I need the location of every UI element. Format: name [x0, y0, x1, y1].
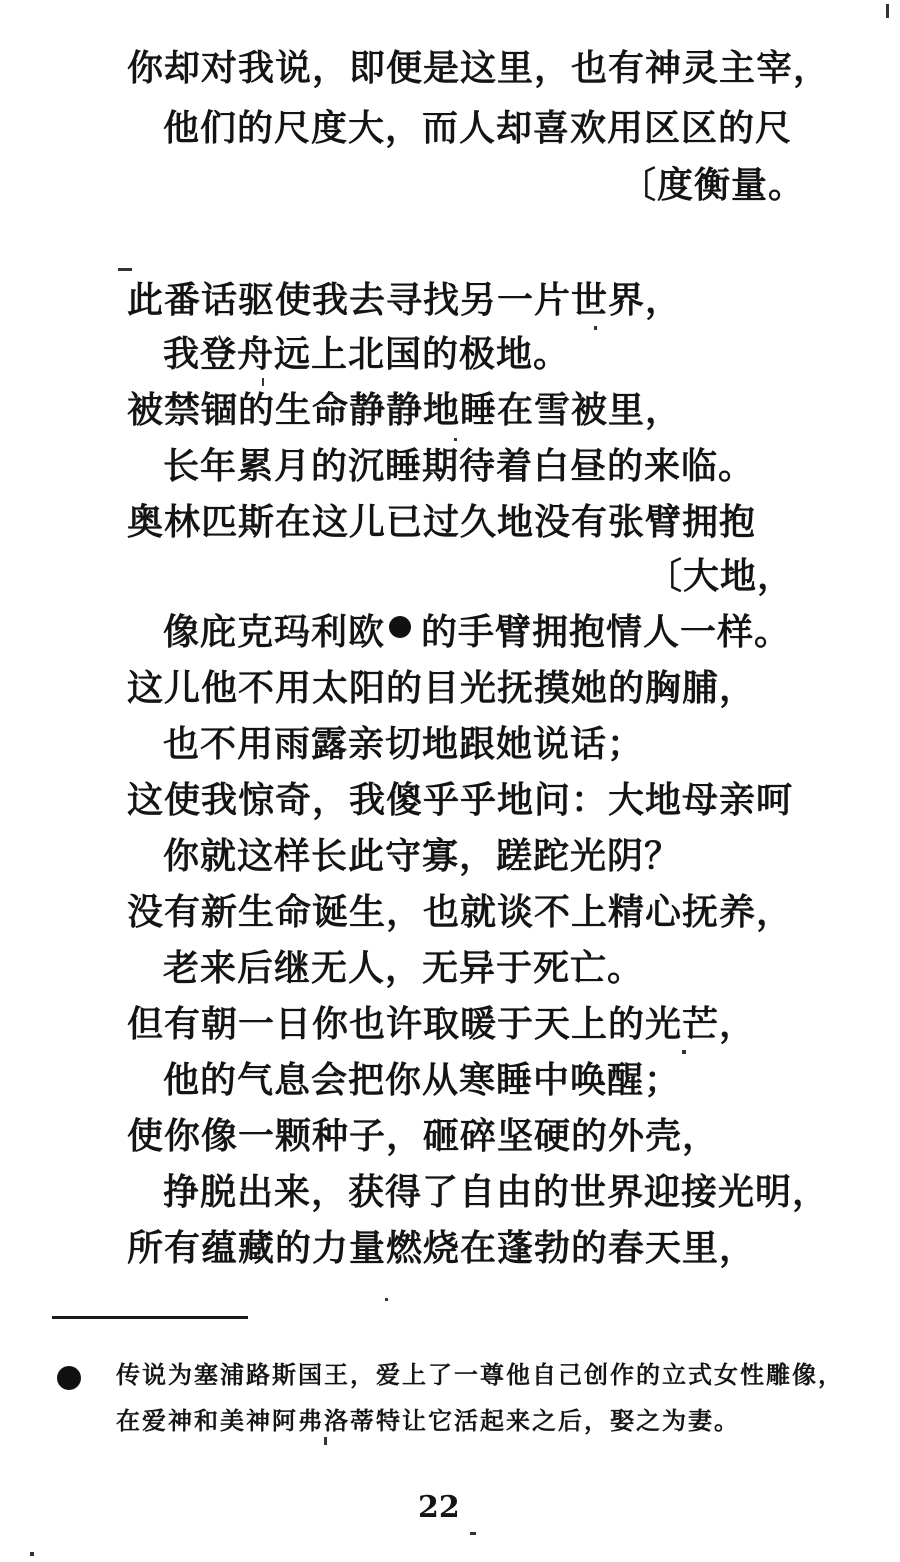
poem-line: 所有蕴藏的力量燃烧在蓬勃的春天里，: [127, 1227, 757, 1269]
poem-line: 奥林匹斯在这儿已过久地没有张臂拥抱: [127, 501, 757, 543]
scan-speck: [886, 4, 889, 18]
poem-line: 你就这样长此守寡，蹉跎光阴？: [163, 835, 682, 877]
footnote-marker-icon: [389, 616, 411, 638]
scan-speck: [470, 1532, 476, 1535]
poem-line: 长年累月的沉睡期待着白昼的来临。: [163, 445, 756, 487]
poem-line-continuation: 〔度衡量。: [620, 164, 806, 206]
poem-text: 像庇克玛利欧: [163, 611, 386, 653]
scan-speck: [454, 438, 457, 441]
scan-speck: [262, 378, 264, 386]
page-number: 22: [418, 1490, 460, 1525]
poem-line: 被禁锢的生命静静地睡在雪被里，: [127, 389, 683, 431]
scan-speck: [385, 1298, 388, 1301]
poem-line: 也不用雨露亲切地跟她说话；: [163, 723, 645, 765]
poem-line: 没有新生命诞生，也就谈不上精心抚养，: [127, 891, 794, 933]
footnote-text: 传说为塞浦路斯国王，爱上了一尊他自己创作的立式女性雕像，在爱神和美神阿弗洛蒂特让它活起来之后，娶之为妻。: [116, 1360, 844, 1435]
poem-line: 你却对我说，即便是这里，也有神灵主宰，: [127, 47, 831, 89]
poem-line: 他们的尺度大，而人却喜欢用区区的尺: [163, 107, 793, 149]
poem-line: 使你像一颗种子，砸碎坚硬的外壳，: [127, 1115, 720, 1157]
scan-speck: [594, 326, 597, 330]
poem-line-continuation: 〔大地，: [646, 555, 795, 597]
poem-line: 他的气息会把你从寒睡中唤醒；: [163, 1059, 682, 1101]
scan-speck: [30, 1552, 34, 1556]
scan-speck: [324, 1437, 327, 1445]
footnote-bullet-icon: [57, 1366, 81, 1390]
poem-text: 的手臂拥抱情人一样。: [421, 611, 792, 653]
poem-line: 我登舟远上北国的极地。: [163, 333, 571, 375]
scan-speck: [682, 1050, 686, 1054]
poem-line: 但有朝一日你也许取暖于天上的光芒，: [127, 1003, 757, 1045]
poem-line: 挣脱出来，获得了自由的世界迎接光明，: [163, 1171, 830, 1213]
poem-line: 老来后继无人，无异于死亡。: [163, 947, 645, 989]
poem-line: 这使我惊奇，我傻乎乎地问：大地母亲呵: [127, 779, 794, 821]
poem-line: 这儿他不用太阳的目光抚摸她的胸脯，: [127, 667, 757, 709]
scan-speck: [118, 268, 132, 271]
poem-line-with-footnote: [163, 610, 791, 654]
poem-line: 此番话驱使我去寻找另一片世界，: [127, 279, 683, 321]
footnote-divider: [52, 1316, 248, 1319]
